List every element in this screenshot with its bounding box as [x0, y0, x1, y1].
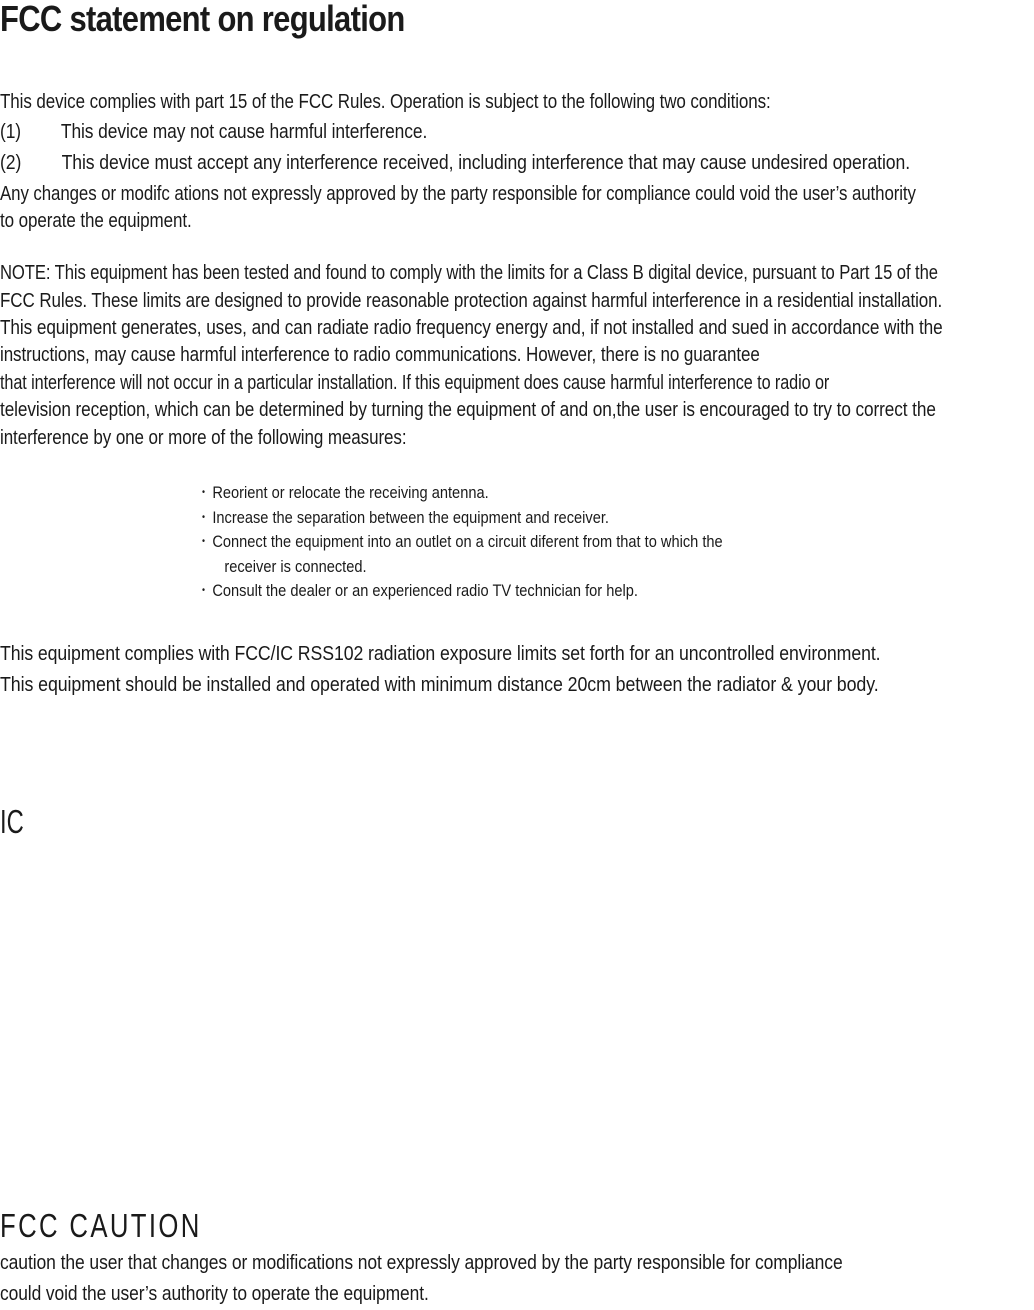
list-item — [202, 530, 723, 555]
list-item-text: Consult the dealer or an experienced radio TV technician for help. — [212, 581, 638, 600]
list-item-text: Increase the separation between the equipment and receiver. — [212, 507, 609, 527]
condition-text: This device must accept any interference received, including interference that may cause undesired operation. — [61, 152, 911, 174]
caution-heading: FCC CAUTION — [0, 1207, 202, 1244]
changes-line: Any changes or modifc ations not expressly approved by the party responsible for compliance could void the user’s authority — [0, 183, 916, 205]
note-line: This equipment generates, uses, and can radiate radio frequency energy and, if not installed and sued in accordance with the — [0, 317, 943, 339]
note-line: NOTE: This equipment has been tested and found to comply with the limits for a Class B digital device, pursuant to Part 15 of the — [0, 262, 938, 284]
condition-item — [0, 149, 910, 177]
changes-line: to operate the equipment. — [0, 210, 192, 232]
bullet-icon: • — [202, 536, 206, 547]
bullet-icon: • — [202, 487, 206, 498]
note-line: interference by one or more of the following measures: — [0, 427, 407, 449]
note-line: FCC Rules. These limits are designed to provide reasonable protection against harmful interference in a residential installation. — [0, 290, 943, 312]
condition-number: (1) — [0, 121, 22, 143]
ic-heading: IC — [0, 803, 24, 840]
note-line: instructions, may cause harmful interference to radio communications. However, there is no guarantee — [0, 344, 760, 366]
list-item — [202, 481, 723, 506]
note-line: television reception, which can be determined by turning the equipment of and on,the user is encouraged to try to correct the — [0, 399, 936, 421]
page-title: FCC statement on regulation — [0, 0, 405, 39]
list-item-continuation: receiver is connected. — [224, 556, 367, 576]
list-item-text: Connect the equipment into an outlet on a circuit diferent from that to which the — [212, 532, 723, 551]
condition-text: This device may not cause harmful interference. — [60, 121, 428, 143]
caution-line: could void the user’s authority to operate the equipment. — [0, 1283, 429, 1305]
note-line: that interference will not occur in a particular installation. If this equipment does cause harmful interference to radio or — [0, 372, 830, 394]
list-item — [202, 579, 723, 604]
caution-line: caution the user that changes or modifications not expressly approved by the party responsible for compliance — [0, 1252, 843, 1274]
measures-list — [202, 481, 807, 604]
list-item-text: Reorient or relocate the receiving antenna. — [212, 483, 489, 502]
bullet-icon: • — [202, 585, 206, 596]
bullet-icon: • — [202, 511, 206, 523]
intro-text: This device complies with part 15 of the FCC Rules. Operation is subject to the following two conditions: — [0, 91, 771, 113]
condition-item — [0, 118, 427, 146]
condition-number: (2) — [0, 152, 22, 174]
exposure-line: This equipment should be installed and operated with minimum distance 20cm between the radiator & your body. — [0, 674, 879, 696]
list-item — [202, 506, 723, 531]
exposure-line: This equipment complies with FCC/IC RSS102 radiation exposure limits set forth for an uncontrolled environment. — [0, 643, 881, 665]
